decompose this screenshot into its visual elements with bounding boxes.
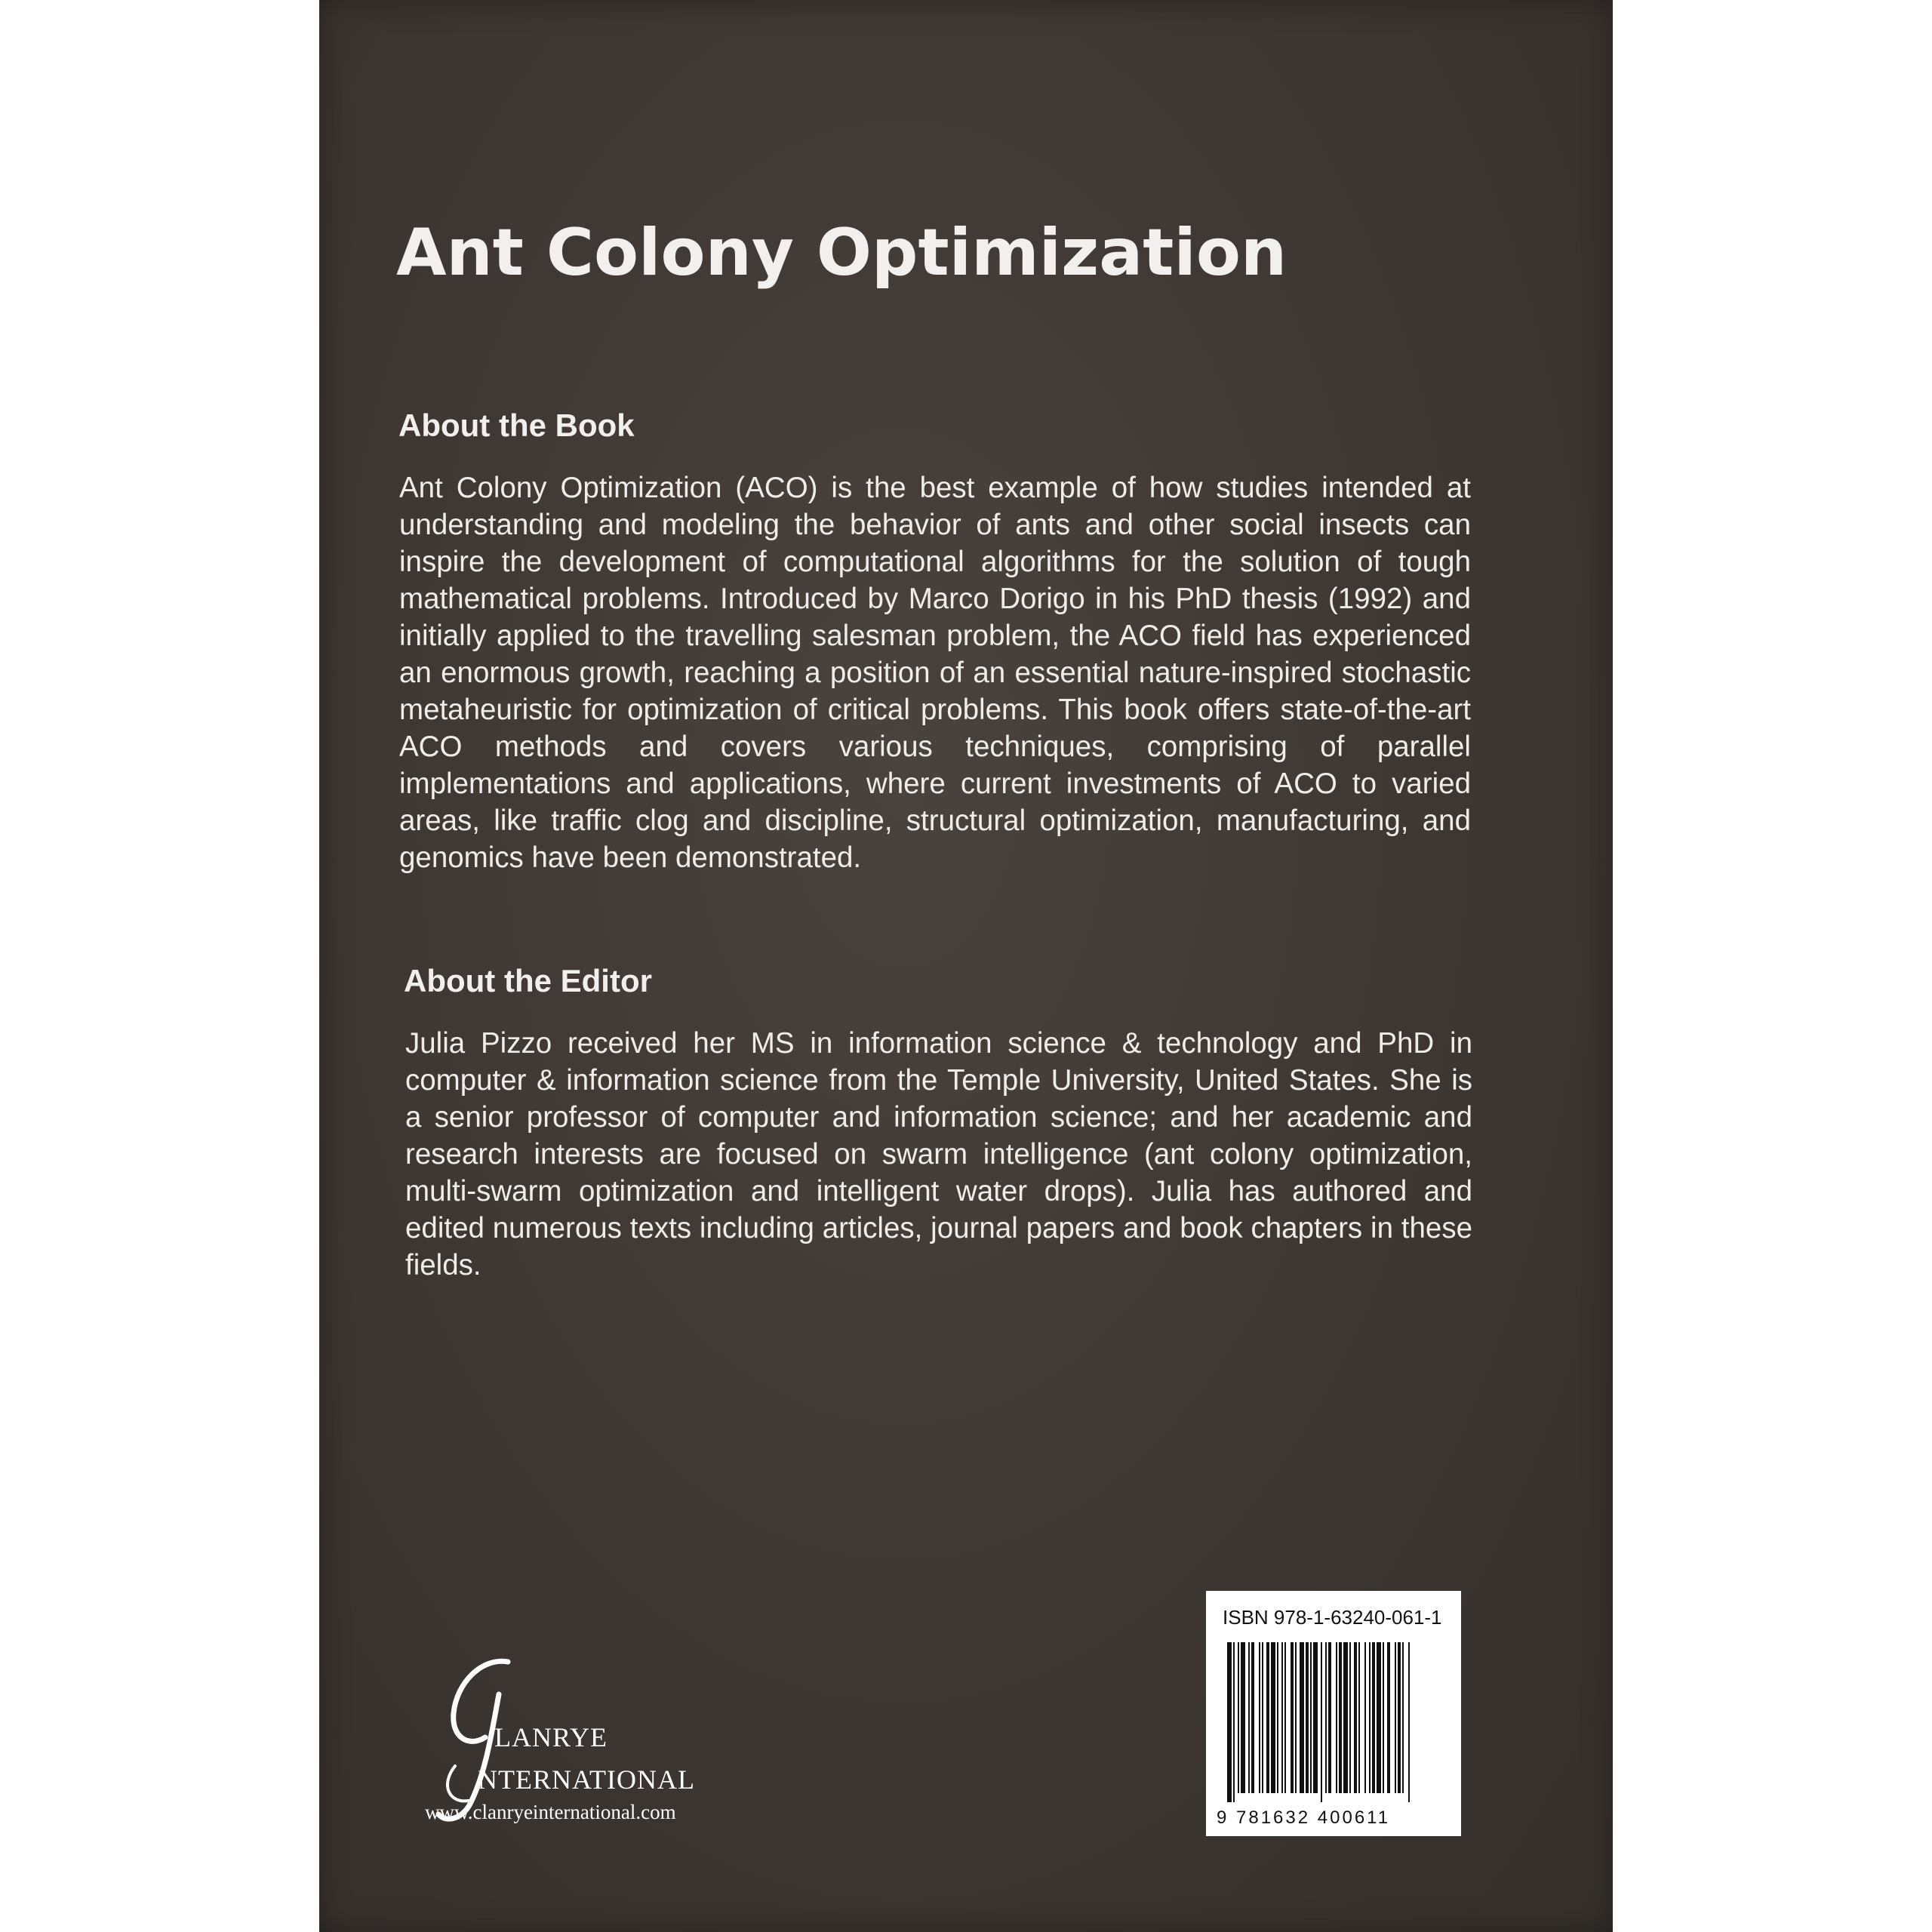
barcode-bar [1248,1642,1250,1793]
isbn-label: ISBN 978-1-63240-061-1 [1223,1606,1442,1629]
barcode-digits: 9 781632 400611 [1217,1807,1391,1827]
barcode-bar [1369,1642,1371,1793]
barcode-bar [1262,1642,1263,1793]
barcode-bar [1395,1642,1396,1793]
barcode-bar [1277,1642,1278,1793]
barcode-bar [1241,1642,1245,1793]
barcode-panel [1206,1591,1461,1836]
barcode-bar [1238,1642,1239,1793]
barcode-bar [1325,1642,1327,1793]
barcode-graphic [1217,1642,1452,1827]
barcode-bar [1364,1642,1366,1793]
barcode-bar [1339,1642,1342,1793]
barcode-bar [1227,1642,1232,1802]
barcode-bar [1266,1642,1269,1793]
barcode-bar [1358,1642,1360,1793]
barcode-bar [1408,1642,1410,1802]
about-book-text: Ant Colony Optimization (ACO) is the best example of how studies intended at understanding and modeling the behavior of ants and other social insects can inspire the development of computational algorithms for the solution of tough mathematical problems. Introduced by Marco Dorigo in his PhD thesis (1992) and initially applied to the travelling salesman problem, the ACO field has experienced an enormous growth, reaching a position of an essential nature-inspired stochastic metaheuristic for optimization of critical problems. This book offers state-of-the-art ACO methods and covers various techniques, comprising of parallel implementations and applications, where current investments of ACO to varied areas, like traffic clog and discipline, structural optimization, manufacturing, and genomics have been demonstrated. [399,472,1471,874]
barcode-bar [1349,1642,1351,1793]
logo-name-line1: LANRYE [494,1722,608,1752]
barcode-bar [1387,1642,1390,1793]
barcode-bar [1306,1642,1309,1793]
barcode-bar [1281,1642,1283,1793]
barcode-bar [1398,1642,1401,1793]
barcode-bar [1383,1642,1384,1793]
barcode-bar [1321,1642,1322,1802]
book-title: Ant Colony Optimization [396,215,1287,291]
barcode-bar [1354,1642,1357,1793]
barcode-bar [1372,1642,1375,1793]
publisher-logo [410,1653,727,1834]
book-back-cover [319,0,1613,1932]
logo-name-line2: NTERNATIONAL [478,1764,695,1795]
barcode-bar [1284,1642,1286,1793]
barcode-bar [1300,1642,1304,1793]
barcode-bar [1233,1642,1235,1802]
barcode-bar [1402,1642,1404,1793]
barcode-bar [1291,1642,1294,1793]
barcode-bars [1227,1642,1410,1802]
barcode-bar [1271,1642,1275,1793]
barcode-bar [1343,1642,1348,1793]
about-editor-heading: About the Editor [404,963,652,998]
barcode-bar [1377,1642,1381,1793]
about-editor-text: Julia Pizzo received her MS in information science & technology and PhD in computer & information science from the Temple University, United States. She is a senior professor of computer and information science; and her academic and research interests are focused on swarm intelligence (ant colony optimization, multi-swarm optimization and intelligent water drops). Julia has authored and edited numerous texts including articles, journal papers and book chapters in these fields. [405,1027,1472,1281]
barcode-bar [1295,1642,1297,1793]
barcode-bar [1259,1642,1260,1793]
barcode-bar [1336,1642,1337,1793]
barcode-bar [1328,1642,1331,1793]
barcode-bar [1313,1642,1318,1793]
publisher-website: www.clanryeinternational.com [425,1801,676,1823]
about-book-heading: About the Book [398,408,635,443]
barcode-bar [1251,1642,1254,1793]
barcode-bar [1310,1642,1312,1793]
